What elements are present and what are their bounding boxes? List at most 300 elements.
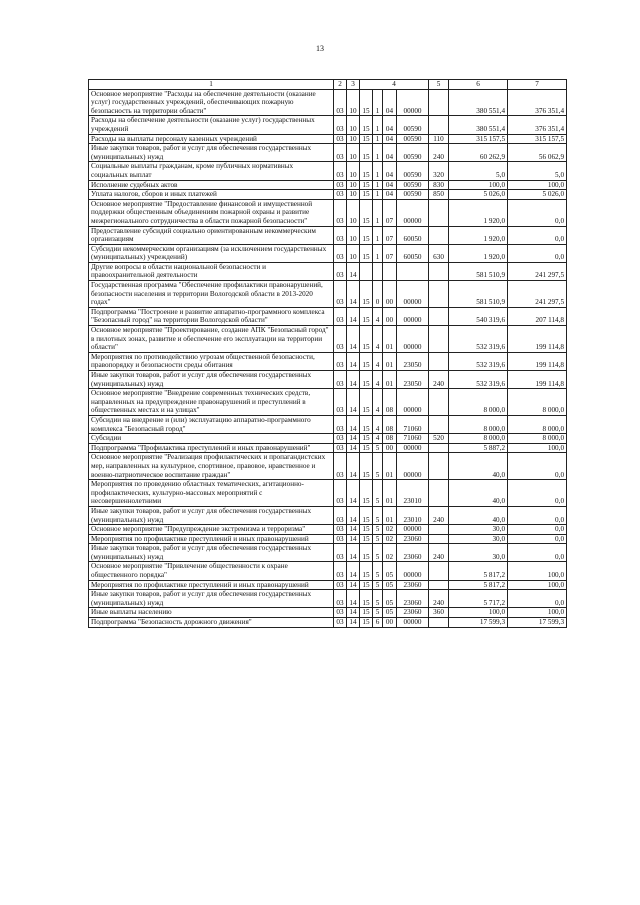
table-row — [89, 434, 567, 444]
table-row — [89, 352, 567, 370]
row-amount-2020: 56 062,9 — [508, 144, 567, 162]
row-amount-2019: 30,0 — [449, 525, 508, 535]
row-amount-2020: 199 114,8 — [508, 371, 567, 389]
row-amount-2020: 0,0 — [508, 506, 567, 524]
row-expense-type — [429, 199, 449, 226]
row-section: 03 — [334, 180, 347, 190]
row-expense-type: 630 — [429, 244, 449, 262]
row-expense-type — [429, 89, 449, 116]
row-amount-2020: 0,0 — [508, 244, 567, 262]
row-direction-code: 00000 — [397, 453, 429, 480]
row-expense-type: 240 — [429, 144, 449, 162]
row-direction-code: 00000 — [397, 562, 429, 580]
row-amount-2019: 8 000,0 — [449, 415, 508, 433]
row-name: Подпрограмма "Построение и развитие аппаратно-программного комплекса "Безопасный город" на территории Вологодской области" — [89, 307, 334, 325]
row-direction-code: 23060 — [397, 534, 429, 544]
row-subprogram: 5 — [373, 608, 383, 618]
row-event: 08 — [383, 415, 397, 433]
row-amount-2020: 17 599,3 — [508, 618, 567, 628]
row-amount-2020: 0,0 — [508, 199, 567, 226]
row-amount-2019: 532 319,6 — [449, 371, 508, 389]
row-name: Иные выплаты населению — [89, 608, 334, 618]
row-program: 15 — [360, 371, 373, 389]
row-subsection: 14 — [347, 281, 360, 308]
row-direction-code: 00000 — [397, 281, 429, 308]
row-amount-2019: 40,0 — [449, 480, 508, 507]
table-row — [89, 525, 567, 535]
row-subprogram: 5 — [373, 443, 383, 453]
row-section: 03 — [334, 590, 347, 608]
header-col-5: 5 — [429, 80, 449, 90]
row-section: 03 — [334, 307, 347, 325]
row-direction-code: 00000 — [397, 389, 429, 416]
row-program: 15 — [360, 580, 373, 590]
row-amount-2019: 532 319,6 — [449, 352, 508, 370]
row-expense-type — [429, 326, 449, 353]
budget-table — [88, 79, 567, 628]
row-amount-2019: 315 157,5 — [449, 134, 508, 144]
row-amount-2019: 30,0 — [449, 544, 508, 562]
row-event: 00 — [383, 307, 397, 325]
row-amount-2020: 100,0 — [508, 608, 567, 618]
row-program: 15 — [360, 134, 373, 144]
row-section: 03 — [334, 453, 347, 480]
row-expense-type — [429, 480, 449, 507]
row-section: 03 — [334, 89, 347, 116]
row-subprogram: 5 — [373, 544, 383, 562]
row-expense-type — [429, 618, 449, 628]
row-subprogram: 5 — [373, 534, 383, 544]
row-expense-type — [429, 443, 449, 453]
row-name: Субсидии — [89, 434, 334, 444]
row-event: 04 — [383, 144, 397, 162]
row-event: 01 — [383, 453, 397, 480]
row-amount-2019: 60 262,9 — [449, 144, 508, 162]
row-event: 00 — [383, 281, 397, 308]
row-subsection: 10 — [347, 190, 360, 200]
row-event: 05 — [383, 590, 397, 608]
row-amount-2020: 100,0 — [508, 562, 567, 580]
row-program: 15 — [360, 326, 373, 353]
row-subsection: 14 — [347, 326, 360, 353]
table-row — [89, 534, 567, 544]
row-name: Иные закупки товаров, работ и услуг для обеспечения государственных (муниципальных) нужд — [89, 544, 334, 562]
page-number: 13 — [316, 44, 324, 53]
row-program: 15 — [360, 352, 373, 370]
row-subprogram: 6 — [373, 618, 383, 628]
table-row — [89, 453, 567, 480]
row-direction-code: 71060 — [397, 415, 429, 433]
row-amount-2020: 8 000,0 — [508, 389, 567, 416]
table-row — [89, 116, 567, 134]
row-direction-code: 00000 — [397, 199, 429, 226]
header-col-1: 1 — [89, 80, 334, 90]
row-direction-code: 00590 — [397, 162, 429, 180]
row-direction-code: 23060 — [397, 590, 429, 608]
row-amount-2019: 581 510,9 — [449, 262, 508, 280]
row-amount-2019: 380 551,4 — [449, 116, 508, 134]
row-subsection: 10 — [347, 226, 360, 244]
row-subsection: 14 — [347, 608, 360, 618]
row-subprogram: 0 — [373, 281, 383, 308]
row-expense-type — [429, 226, 449, 244]
table-row — [89, 480, 567, 507]
row-direction-code: 23050 — [397, 352, 429, 370]
row-subprogram: 1 — [373, 244, 383, 262]
row-expense-type: 240 — [429, 371, 449, 389]
row-subprogram: 1 — [373, 144, 383, 162]
row-event: 00 — [383, 443, 397, 453]
row-section: 03 — [334, 544, 347, 562]
row-event: 01 — [383, 352, 397, 370]
row-section: 03 — [334, 144, 347, 162]
row-name: Субсидии некоммерческим организациям (за исключением государственных (муниципальных) учреждений) — [89, 244, 334, 262]
row-section: 03 — [334, 389, 347, 416]
table-row — [89, 162, 567, 180]
table-row — [89, 443, 567, 453]
row-program: 15 — [360, 190, 373, 200]
row-amount-2019: 5,0 — [449, 162, 508, 180]
row-amount-2019: 5 817,2 — [449, 562, 508, 580]
row-subsection: 14 — [347, 453, 360, 480]
row-program: 15 — [360, 453, 373, 480]
row-direction-code: 23050 — [397, 371, 429, 389]
row-subsection: 10 — [347, 89, 360, 116]
row-name: Основное мероприятие "Расходы на обеспечение деятельности (оказание услуг) государственных учреждений, обеспечивающих пожарную безопасность на территории области" — [89, 89, 334, 116]
row-subprogram: 4 — [373, 389, 383, 416]
row-subprogram: 5 — [373, 453, 383, 480]
row-event: 07 — [383, 226, 397, 244]
row-direction-code: 00000 — [397, 307, 429, 325]
row-subsection: 14 — [347, 434, 360, 444]
row-program: 15 — [360, 618, 373, 628]
row-subsection: 14 — [347, 544, 360, 562]
row-name: Социальные выплаты гражданам, кроме публичных нормативных социальных выплат — [89, 162, 334, 180]
row-subprogram: 1 — [373, 226, 383, 244]
row-subprogram: 1 — [373, 190, 383, 200]
table-row — [89, 262, 567, 280]
row-section: 03 — [334, 281, 347, 308]
row-direction-code: 23060 — [397, 544, 429, 562]
row-expense-type: 850 — [429, 190, 449, 200]
row-name: Государственная программа "Обеспечение профилактики правонарушений, безопасности населения и территории Вологодской области в 2013-2020 годах" — [89, 281, 334, 308]
header-col-2: 2 — [334, 80, 347, 90]
row-subprogram: 5 — [373, 580, 383, 590]
row-subsection: 10 — [347, 144, 360, 162]
table-row — [89, 281, 567, 308]
row-direction-code: 00590 — [397, 144, 429, 162]
row-expense-type: 520 — [429, 434, 449, 444]
row-amount-2019: 540 319,6 — [449, 307, 508, 325]
row-name: Мероприятия по профилактике преступлений и иных правонарушений — [89, 534, 334, 544]
row-amount-2019: 532 319,6 — [449, 326, 508, 353]
row-program: 15 — [360, 443, 373, 453]
row-subsection: 14 — [347, 580, 360, 590]
row-program: 15 — [360, 590, 373, 608]
table-row — [89, 608, 567, 618]
row-event: 01 — [383, 326, 397, 353]
row-expense-type: 240 — [429, 590, 449, 608]
row-subsection: 14 — [347, 371, 360, 389]
row-program: 15 — [360, 281, 373, 308]
row-subprogram: 4 — [373, 371, 383, 389]
table-row — [89, 590, 567, 608]
row-amount-2019: 100,0 — [449, 608, 508, 618]
row-direction-code: 00000 — [397, 618, 429, 628]
table-header-row — [89, 80, 567, 90]
row-amount-2019: 5 817,2 — [449, 580, 508, 590]
row-subprogram: 5 — [373, 590, 383, 608]
row-program: 15 — [360, 89, 373, 116]
row-amount-2020: 100,0 — [508, 580, 567, 590]
row-section: 03 — [334, 480, 347, 507]
row-program: 15 — [360, 244, 373, 262]
row-direction-code: 60050 — [397, 244, 429, 262]
row-subsection: 14 — [347, 590, 360, 608]
row-amount-2020: 5 026,0 — [508, 190, 567, 200]
table-row — [89, 389, 567, 416]
row-section: 03 — [334, 190, 347, 200]
row-subsection: 10 — [347, 134, 360, 144]
row-amount-2020: 0,0 — [508, 525, 567, 535]
row-event: 04 — [383, 134, 397, 144]
row-amount-2020: 0,0 — [508, 544, 567, 562]
row-direction-code: 23010 — [397, 480, 429, 507]
row-program: 15 — [360, 162, 373, 180]
row-expense-type — [429, 281, 449, 308]
row-event: 02 — [383, 534, 397, 544]
row-direction-code: 00000 — [397, 525, 429, 535]
row-direction-code: 00590 — [397, 190, 429, 200]
row-subprogram: 1 — [373, 134, 383, 144]
row-direction-code: 00000 — [397, 443, 429, 453]
row-name: Основное мероприятие "Проектирование, создание АПК "Безопасный город" в пилотных зонах, развитие и обеспечение его эксплуатации на территории области" — [89, 326, 334, 353]
row-amount-2019: 8 000,0 — [449, 389, 508, 416]
row-amount-2019: 5 887,2 — [449, 443, 508, 453]
row-amount-2019: 581 510,9 — [449, 281, 508, 308]
row-subprogram: 4 — [373, 434, 383, 444]
row-name: Исполнение судебных актов — [89, 180, 334, 190]
row-name: Иные закупки товаров, работ и услуг для обеспечения государственных (муниципальных) нужд — [89, 144, 334, 162]
row-direction-code: 00590 — [397, 180, 429, 190]
row-event: 01 — [383, 371, 397, 389]
row-program: 15 — [360, 389, 373, 416]
row-name: Основное мероприятие "Реализация профилактических и пропагандистских мер, направленных на культурное, спортивное, правовое, нравственное и военно-патриотическое воспитание граждан" — [89, 453, 334, 480]
row-name: Иные закупки товаров, работ и услуг для обеспечения государственных (муниципальных) нужд — [89, 506, 334, 524]
row-section: 03 — [334, 562, 347, 580]
row-event: 07 — [383, 244, 397, 262]
row-subsection: 14 — [347, 307, 360, 325]
table-row — [89, 244, 567, 262]
row-expense-type: 240 — [429, 506, 449, 524]
row-event: 05 — [383, 608, 397, 618]
row-name: Мероприятия по противодействию угрозам общественной безопасности, правопорядку и безопасности среды обитания — [89, 352, 334, 370]
row-expense-type: 830 — [429, 180, 449, 190]
row-subprogram: 4 — [373, 326, 383, 353]
row-amount-2019: 40,0 — [449, 453, 508, 480]
row-section: 03 — [334, 608, 347, 618]
row-event: 07 — [383, 199, 397, 226]
row-expense-type: 110 — [429, 134, 449, 144]
row-subprogram — [373, 262, 383, 280]
row-amount-2020: 100,0 — [508, 443, 567, 453]
row-section: 03 — [334, 326, 347, 353]
row-subprogram: 1 — [373, 199, 383, 226]
row-expense-type: 320 — [429, 162, 449, 180]
table-row — [89, 199, 567, 226]
row-name: Мероприятия по профилактике преступлений и иных правонарушений — [89, 580, 334, 590]
row-amount-2020: 5,0 — [508, 162, 567, 180]
row-event — [383, 262, 397, 280]
row-section: 03 — [334, 534, 347, 544]
row-direction-code: 60050 — [397, 226, 429, 244]
row-event: 05 — [383, 562, 397, 580]
row-subsection: 10 — [347, 162, 360, 180]
row-name: Расходы на выплаты персоналу казенных учреждений — [89, 134, 334, 144]
row-section: 03 — [334, 162, 347, 180]
row-expense-type — [429, 453, 449, 480]
row-subsection: 10 — [347, 244, 360, 262]
row-direction-code — [397, 262, 429, 280]
header-col-4: 4 — [360, 80, 429, 90]
row-expense-type: 360 — [429, 608, 449, 618]
row-section: 03 — [334, 434, 347, 444]
row-amount-2019: 380 551,4 — [449, 89, 508, 116]
row-event: 04 — [383, 162, 397, 180]
row-subsection: 14 — [347, 262, 360, 280]
table-row — [89, 544, 567, 562]
row-amount-2020: 315 157,5 — [508, 134, 567, 144]
row-section: 03 — [334, 443, 347, 453]
row-program: 15 — [360, 525, 373, 535]
row-event: 00 — [383, 618, 397, 628]
row-expense-type — [429, 562, 449, 580]
table-row — [89, 562, 567, 580]
row-amount-2019: 1 920,0 — [449, 199, 508, 226]
row-program: 15 — [360, 180, 373, 190]
row-subprogram: 5 — [373, 480, 383, 507]
row-subprogram: 1 — [373, 89, 383, 116]
row-program: 15 — [360, 199, 373, 226]
row-event: 05 — [383, 580, 397, 590]
row-program: 15 — [360, 116, 373, 134]
row-amount-2020: 0,0 — [508, 453, 567, 480]
row-event: 08 — [383, 434, 397, 444]
row-expense-type — [429, 525, 449, 535]
row-subsection: 14 — [347, 352, 360, 370]
row-section: 03 — [334, 262, 347, 280]
row-amount-2020: 207 114,8 — [508, 307, 567, 325]
row-amount-2020: 376 351,4 — [508, 89, 567, 116]
row-subprogram: 5 — [373, 525, 383, 535]
row-amount-2020: 0,0 — [508, 590, 567, 608]
row-amount-2020: 8 000,0 — [508, 415, 567, 433]
row-direction-code: 23060 — [397, 580, 429, 590]
row-name: Расходы на обеспечение деятельности (оказание услуг) государственных учреждений — [89, 116, 334, 134]
row-subsection: 10 — [347, 116, 360, 134]
row-amount-2019: 1 920,0 — [449, 244, 508, 262]
row-subsection: 14 — [347, 506, 360, 524]
row-section: 03 — [334, 506, 347, 524]
row-program: 15 — [360, 534, 373, 544]
table-row — [89, 89, 567, 116]
row-program: 15 — [360, 480, 373, 507]
table-row — [89, 506, 567, 524]
row-program: 15 — [360, 144, 373, 162]
row-direction-code: 23060 — [397, 608, 429, 618]
row-subsection: 14 — [347, 389, 360, 416]
row-name: Основное мероприятие "Предоставление финансовой и имущественной поддержки общественным объединениям пожарной охраны и развитие межрегионального сотрудничества в области пожарной безопасности" — [89, 199, 334, 226]
row-subprogram: 1 — [373, 116, 383, 134]
row-subsection: 14 — [347, 525, 360, 535]
row-direction-code: 00000 — [397, 326, 429, 353]
row-expense-type — [429, 262, 449, 280]
row-amount-2020: 0,0 — [508, 226, 567, 244]
table-row — [89, 371, 567, 389]
header-col-7: 7 — [508, 80, 567, 90]
row-amount-2019: 40,0 — [449, 506, 508, 524]
row-name: Основное мероприятие "Предупреждение экстремизма и терроризма" — [89, 525, 334, 535]
row-name: Иные закупки товаров, работ и услуг для обеспечения государственных (муниципальных) нужд — [89, 590, 334, 608]
table-row — [89, 326, 567, 353]
row-name: Подпрограмма "Профилактика преступлений и иных правонарушений" — [89, 443, 334, 453]
row-subsection: 14 — [347, 534, 360, 544]
row-subprogram: 4 — [373, 415, 383, 433]
row-amount-2019: 5 026,0 — [449, 190, 508, 200]
row-section: 03 — [334, 371, 347, 389]
row-section: 03 — [334, 525, 347, 535]
row-amount-2020: 241 297,5 — [508, 262, 567, 280]
row-amount-2020: 241 297,5 — [508, 281, 567, 308]
row-amount-2019: 5 717,2 — [449, 590, 508, 608]
header-col-3: 3 — [347, 80, 360, 90]
row-subprogram: 4 — [373, 307, 383, 325]
row-section: 03 — [334, 116, 347, 134]
row-subsection: 14 — [347, 415, 360, 433]
row-direction-code: 00590 — [397, 134, 429, 144]
row-subsection: 14 — [347, 618, 360, 628]
row-direction-code: 00590 — [397, 116, 429, 134]
row-expense-type — [429, 415, 449, 433]
row-program: 15 — [360, 506, 373, 524]
row-event: 01 — [383, 506, 397, 524]
row-section: 03 — [334, 618, 347, 628]
row-event: 04 — [383, 116, 397, 134]
row-section: 03 — [334, 580, 347, 590]
row-amount-2020: 376 351,4 — [508, 116, 567, 134]
table-row — [89, 144, 567, 162]
row-program: 15 — [360, 562, 373, 580]
row-amount-2019: 8 000,0 — [449, 434, 508, 444]
row-event: 01 — [383, 480, 397, 507]
row-subprogram: 4 — [373, 352, 383, 370]
table-row — [89, 134, 567, 144]
row-name: Мероприятия по проведению областных тематических, агитационно-профилактических, культурно-массовых мероприятий с несовершеннолетними — [89, 480, 334, 507]
row-event: 04 — [383, 190, 397, 200]
row-amount-2020: 0,0 — [508, 534, 567, 544]
row-expense-type: 240 — [429, 544, 449, 562]
row-event: 08 — [383, 389, 397, 416]
row-subprogram: 1 — [373, 162, 383, 180]
row-subsection: 14 — [347, 562, 360, 580]
row-section: 03 — [334, 415, 347, 433]
row-event: 04 — [383, 89, 397, 116]
row-amount-2020: 199 114,8 — [508, 352, 567, 370]
row-subsection: 14 — [347, 443, 360, 453]
row-amount-2020: 199 114,8 — [508, 326, 567, 353]
row-program: 15 — [360, 307, 373, 325]
table-row — [89, 226, 567, 244]
